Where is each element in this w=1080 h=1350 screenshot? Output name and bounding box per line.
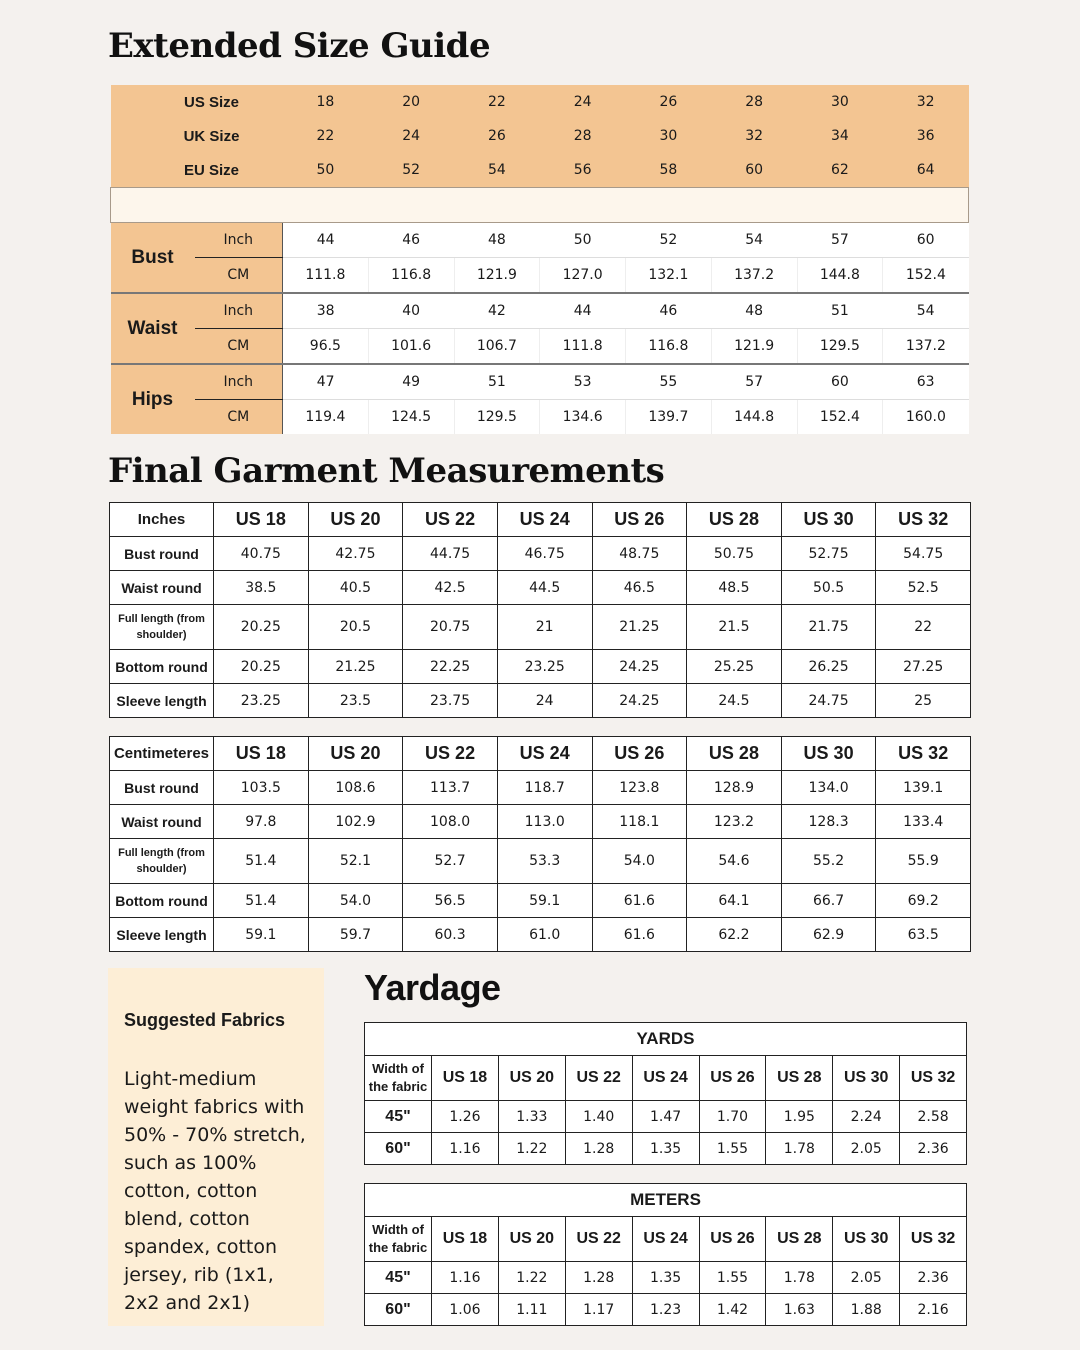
table-cell: 60.3 xyxy=(403,918,498,952)
table-cell: 113.0 xyxy=(497,805,592,839)
table-cell: 38.5 xyxy=(214,571,309,605)
measure-cell: 60 xyxy=(797,364,883,400)
column-header: US 18 xyxy=(214,737,309,771)
table-cell: 22 xyxy=(876,605,971,650)
column-header: US 30 xyxy=(833,1056,900,1101)
table-cell: 62.2 xyxy=(687,918,782,952)
measure-cell: 51 xyxy=(454,364,540,400)
column-header: US 24 xyxy=(632,1217,699,1262)
table-cell: 61.6 xyxy=(592,884,687,918)
measure-cell: 44 xyxy=(283,223,369,258)
column-header: US 30 xyxy=(781,737,876,771)
table-cell: 44.75 xyxy=(403,537,498,571)
size-cell: 52 xyxy=(368,153,454,188)
table-cell: 23.75 xyxy=(403,684,498,718)
measure-cell: 48 xyxy=(711,293,797,329)
fabrics-description: Light-medium weight fabrics with 50% - 70% stretch, such as 100% cotton, cotton blend, cotton spandex, cotton jersey, rib (1x1, 2x2 and 2x1) xyxy=(124,1068,306,1314)
table-row xyxy=(110,805,971,839)
size-cell: 30 xyxy=(626,119,712,153)
table-row xyxy=(365,1133,967,1165)
table-row xyxy=(110,918,971,952)
measure-cell: 119.4 xyxy=(283,400,369,435)
table-cell: 20.75 xyxy=(403,605,498,650)
table-cell: 64.1 xyxy=(687,884,782,918)
measure-cell: 54 xyxy=(711,223,797,258)
table-cell: 108.0 xyxy=(403,805,498,839)
uk-size-row xyxy=(111,119,969,153)
table-cell: 21.25 xyxy=(592,605,687,650)
measure-cell: 50 xyxy=(540,223,626,258)
size-cell: 18 xyxy=(283,85,369,119)
table-cell: 1.11 xyxy=(498,1294,565,1326)
table-cell: 2.05 xyxy=(833,1262,900,1294)
unit-cm: CM xyxy=(195,400,283,435)
us-size-row xyxy=(111,85,969,119)
table-cell: 46.75 xyxy=(497,537,592,571)
table-cell: 1.42 xyxy=(699,1294,766,1326)
measure-cell: 129.5 xyxy=(454,400,540,435)
row-label: 60" xyxy=(365,1133,432,1165)
table-cell: 62.9 xyxy=(781,918,876,952)
table-cell: 1.55 xyxy=(699,1262,766,1294)
table-cell: 2.24 xyxy=(833,1101,900,1133)
measure-cell: 139.7 xyxy=(626,400,712,435)
table-cell: 54.75 xyxy=(876,537,971,571)
table-header-row xyxy=(110,737,971,771)
table-cell: 134.0 xyxy=(781,771,876,805)
measure-cell: 38 xyxy=(283,293,369,329)
meters-caption: METERS xyxy=(365,1184,967,1217)
size-cell: 60 xyxy=(711,153,797,188)
row-label: Full length (from shoulder) xyxy=(110,839,214,884)
table-cell: 1.28 xyxy=(565,1262,632,1294)
table-cell: 118.7 xyxy=(497,771,592,805)
table-cell: 40.75 xyxy=(214,537,309,571)
table-cell: 26.25 xyxy=(781,650,876,684)
table-cell: 21 xyxy=(497,605,592,650)
garment-cm-table xyxy=(109,736,971,952)
table-row xyxy=(110,884,971,918)
table-cell: 97.8 xyxy=(214,805,309,839)
corner-label: Centimeteres xyxy=(110,737,214,771)
size-cell: 54 xyxy=(454,153,540,188)
table-row xyxy=(110,537,971,571)
table-cell: 51.4 xyxy=(214,884,309,918)
table-cell: 24 xyxy=(497,684,592,718)
size-cell: 30 xyxy=(797,85,883,119)
measure-cell: 127.0 xyxy=(540,258,626,294)
table-row xyxy=(110,771,971,805)
table-cell: 59.1 xyxy=(497,884,592,918)
measure-cell: 116.8 xyxy=(368,258,454,294)
table-cell: 2.36 xyxy=(900,1133,967,1165)
measure-cell: 96.5 xyxy=(283,329,369,365)
table-cell: 61.6 xyxy=(592,918,687,952)
table-row xyxy=(365,1294,967,1326)
table-row xyxy=(365,1262,967,1294)
size-cell: 50 xyxy=(283,153,369,188)
measure-cell: 47 xyxy=(283,364,369,400)
table-cell: 24.25 xyxy=(592,650,687,684)
table-cell: 42.5 xyxy=(403,571,498,605)
column-header: US 26 xyxy=(592,503,687,537)
table-cell: 2.05 xyxy=(833,1133,900,1165)
row-label: Bottom round xyxy=(110,650,214,684)
row-label: Waist round xyxy=(110,805,214,839)
row-label: 45" xyxy=(365,1101,432,1133)
measure-cell: 132.1 xyxy=(626,258,712,294)
table-cell: 1.35 xyxy=(632,1133,699,1165)
table-cell: 55.2 xyxy=(781,839,876,884)
table-header-row xyxy=(365,1217,967,1262)
measure-cell: 46 xyxy=(626,293,712,329)
table-cell: 52.75 xyxy=(781,537,876,571)
column-header: US 18 xyxy=(214,503,309,537)
measure-cell: 51 xyxy=(797,293,883,329)
column-header: US 32 xyxy=(876,503,971,537)
size-guide-table xyxy=(110,85,969,434)
table-cell: 1.70 xyxy=(699,1101,766,1133)
measure-cell: 55 xyxy=(626,364,712,400)
table-cell: 52.1 xyxy=(308,839,403,884)
column-header: US 20 xyxy=(308,503,403,537)
unit-inch: Inch xyxy=(195,223,283,258)
column-header: US 22 xyxy=(565,1217,632,1262)
table-cell: 1.95 xyxy=(766,1101,833,1133)
uk-size-label: UK Size xyxy=(111,119,283,153)
column-header: US 20 xyxy=(308,737,403,771)
size-cell: 32 xyxy=(883,85,969,119)
row-label: Bust round xyxy=(110,537,214,571)
table-cell: 66.7 xyxy=(781,884,876,918)
measure-cell: 106.7 xyxy=(454,329,540,365)
table-cell: 21.75 xyxy=(781,605,876,650)
table-header-row xyxy=(110,503,971,537)
measure-cell: 63 xyxy=(883,364,969,400)
measure-cell: 137.2 xyxy=(711,258,797,294)
bust-label: Bust xyxy=(111,223,195,294)
eu-size-label: EU Size xyxy=(111,153,283,188)
size-cell: 28 xyxy=(540,119,626,153)
table-cell: 21.5 xyxy=(687,605,782,650)
table-cell: 63.5 xyxy=(876,918,971,952)
row-label: Bust round xyxy=(110,771,214,805)
table-cell: 59.7 xyxy=(308,918,403,952)
column-header: US 20 xyxy=(498,1056,565,1101)
measure-cell: 48 xyxy=(454,223,540,258)
hips-inch-row xyxy=(111,364,969,400)
table-cell: 1.78 xyxy=(766,1262,833,1294)
table-cell: 128.3 xyxy=(781,805,876,839)
column-header: US 28 xyxy=(766,1056,833,1101)
unit-cm: CM xyxy=(195,329,283,365)
table-row xyxy=(365,1101,967,1133)
table-cell: 25 xyxy=(876,684,971,718)
table-cell: 2.36 xyxy=(900,1262,967,1294)
size-cell: 56 xyxy=(540,153,626,188)
table-row xyxy=(110,605,971,650)
table-cell: 23.25 xyxy=(214,684,309,718)
table-cell: 51.4 xyxy=(214,839,309,884)
table-cell: 24.5 xyxy=(687,684,782,718)
table-cell: 52.7 xyxy=(403,839,498,884)
table-cell: 1.22 xyxy=(498,1262,565,1294)
table-cell: 50.75 xyxy=(687,537,782,571)
hips-cm-row xyxy=(111,400,969,435)
table-cell: 69.2 xyxy=(876,884,971,918)
table-caption-row xyxy=(365,1184,967,1217)
us-size-label: US Size xyxy=(111,85,283,119)
row-label: Sleeve length xyxy=(110,918,214,952)
table-cell: 1.06 xyxy=(432,1294,499,1326)
size-cell: 22 xyxy=(454,85,540,119)
size-cell: 24 xyxy=(540,85,626,119)
table-row xyxy=(110,571,971,605)
table-cell: 20.5 xyxy=(308,605,403,650)
table-cell: 113.7 xyxy=(403,771,498,805)
measure-cell: 49 xyxy=(368,364,454,400)
corner-label: Width of the fabric xyxy=(365,1217,432,1262)
table-row xyxy=(110,839,971,884)
table-cell: 1.40 xyxy=(565,1101,632,1133)
measure-cell: 111.8 xyxy=(283,258,369,294)
table-cell: 1.16 xyxy=(432,1133,499,1165)
unit-inch: Inch xyxy=(195,293,283,329)
table-cell: 1.78 xyxy=(766,1133,833,1165)
measure-cell: 42 xyxy=(454,293,540,329)
table-cell: 1.26 xyxy=(432,1101,499,1133)
table-cell: 1.17 xyxy=(565,1294,632,1326)
garment-inches-table xyxy=(109,502,971,718)
table-cell: 21.25 xyxy=(308,650,403,684)
unit-cm: CM xyxy=(195,258,283,294)
table-cell: 40.5 xyxy=(308,571,403,605)
column-header: US 26 xyxy=(699,1056,766,1101)
table-cell: 1.63 xyxy=(766,1294,833,1326)
column-header: US 20 xyxy=(498,1217,565,1262)
table-cell: 48.75 xyxy=(592,537,687,571)
column-header: US 32 xyxy=(876,737,971,771)
table-cell: 52.5 xyxy=(876,571,971,605)
column-header: US 30 xyxy=(833,1217,900,1262)
corner-label: Width of the fabric xyxy=(365,1056,432,1101)
column-header: US 28 xyxy=(687,737,782,771)
row-label: 45" xyxy=(365,1262,432,1294)
column-header: US 18 xyxy=(432,1056,499,1101)
bust-cm-row xyxy=(111,258,969,294)
table-cell: 23.5 xyxy=(308,684,403,718)
size-cell: 58 xyxy=(626,153,712,188)
measure-cell: 40 xyxy=(368,293,454,329)
table-cell: 44.5 xyxy=(497,571,592,605)
waist-cm-row xyxy=(111,329,969,365)
hips-label: Hips xyxy=(111,364,195,434)
yards-caption: YARDS xyxy=(365,1023,967,1056)
row-label: Sleeve length xyxy=(110,684,214,718)
corner-label: Inches xyxy=(110,503,214,537)
table-cell: 108.6 xyxy=(308,771,403,805)
measure-cell: 44 xyxy=(540,293,626,329)
column-header: US 24 xyxy=(497,503,592,537)
table-cell: 56.5 xyxy=(403,884,498,918)
table-cell: 2.58 xyxy=(900,1101,967,1133)
measure-cell: 160.0 xyxy=(883,400,969,435)
size-cell: 20 xyxy=(368,85,454,119)
column-header: US 24 xyxy=(497,737,592,771)
measure-cell: 134.6 xyxy=(540,400,626,435)
table-cell: 23.25 xyxy=(497,650,592,684)
size-guide-title: Extended Size Guide xyxy=(108,26,491,66)
table-cell: 54.0 xyxy=(308,884,403,918)
measure-cell: 101.6 xyxy=(368,329,454,365)
table-cell: 1.47 xyxy=(632,1101,699,1133)
eu-size-row xyxy=(111,153,969,188)
table-row xyxy=(110,650,971,684)
table-cell: 24.25 xyxy=(592,684,687,718)
column-header: US 26 xyxy=(699,1217,766,1262)
measure-cell: 116.8 xyxy=(626,329,712,365)
size-cell: 22 xyxy=(283,119,369,153)
bust-inch-row xyxy=(111,223,969,258)
size-cell: 28 xyxy=(711,85,797,119)
spacer-row xyxy=(111,188,969,223)
table-cell: 1.88 xyxy=(833,1294,900,1326)
fabrics-title: Suggested Fabrics xyxy=(124,1010,286,1030)
column-header: US 24 xyxy=(632,1056,699,1101)
column-header: US 26 xyxy=(592,737,687,771)
table-cell: 103.5 xyxy=(214,771,309,805)
measure-cell: 144.8 xyxy=(797,258,883,294)
row-label: Full length (from shoulder) xyxy=(110,605,214,650)
measure-cell: 121.9 xyxy=(711,329,797,365)
measure-cell: 137.2 xyxy=(883,329,969,365)
table-cell: 128.9 xyxy=(687,771,782,805)
size-cell: 32 xyxy=(711,119,797,153)
table-cell: 46.5 xyxy=(592,571,687,605)
measure-cell: 124.5 xyxy=(368,400,454,435)
size-cell: 62 xyxy=(797,153,883,188)
table-cell: 42.75 xyxy=(308,537,403,571)
size-cell: 36 xyxy=(883,119,969,153)
garment-title: Final Garment Measurements xyxy=(108,451,665,491)
measure-cell: 57 xyxy=(711,364,797,400)
table-cell: 25.25 xyxy=(687,650,782,684)
waist-label: Waist xyxy=(111,293,195,364)
column-header: US 32 xyxy=(900,1056,967,1101)
yards-table xyxy=(364,1022,967,1165)
table-cell: 20.25 xyxy=(214,650,309,684)
measure-cell: 152.4 xyxy=(797,400,883,435)
table-cell: 54.0 xyxy=(592,839,687,884)
column-header: US 28 xyxy=(766,1217,833,1262)
measure-cell: 57 xyxy=(797,223,883,258)
table-cell: 133.4 xyxy=(876,805,971,839)
row-label: Bottom round xyxy=(110,884,214,918)
table-cell: 1.33 xyxy=(498,1101,565,1133)
meters-table xyxy=(364,1183,967,1326)
table-cell: 139.1 xyxy=(876,771,971,805)
yardage-title: Yardage xyxy=(364,967,501,1008)
table-cell: 59.1 xyxy=(214,918,309,952)
measure-cell: 129.5 xyxy=(797,329,883,365)
column-header: US 22 xyxy=(403,503,498,537)
measure-cell: 111.8 xyxy=(540,329,626,365)
table-cell: 1.22 xyxy=(498,1133,565,1165)
column-header: US 22 xyxy=(403,737,498,771)
table-cell: 24.75 xyxy=(781,684,876,718)
column-header: US 18 xyxy=(432,1217,499,1262)
measure-cell: 52 xyxy=(626,223,712,258)
column-header: US 22 xyxy=(565,1056,632,1101)
size-cell: 26 xyxy=(454,119,540,153)
column-header: US 32 xyxy=(900,1217,967,1262)
waist-inch-row xyxy=(111,293,969,329)
table-cell: 20.25 xyxy=(214,605,309,650)
table-header-row xyxy=(365,1056,967,1101)
measure-cell: 60 xyxy=(883,223,969,258)
table-cell: 55.9 xyxy=(876,839,971,884)
table-caption-row xyxy=(365,1023,967,1056)
size-cell: 64 xyxy=(883,153,969,188)
measure-cell: 121.9 xyxy=(454,258,540,294)
table-cell: 50.5 xyxy=(781,571,876,605)
size-cell: 34 xyxy=(797,119,883,153)
table-cell: 2.16 xyxy=(900,1294,967,1326)
table-cell: 123.2 xyxy=(687,805,782,839)
table-cell: 1.55 xyxy=(699,1133,766,1165)
measure-cell: 152.4 xyxy=(883,258,969,294)
size-cell: 24 xyxy=(368,119,454,153)
table-cell: 61.0 xyxy=(497,918,592,952)
measure-cell: 54 xyxy=(883,293,969,329)
table-cell: 22.25 xyxy=(403,650,498,684)
table-cell: 1.16 xyxy=(432,1262,499,1294)
measure-cell: 53 xyxy=(540,364,626,400)
table-cell: 54.6 xyxy=(687,839,782,884)
table-cell: 1.35 xyxy=(632,1262,699,1294)
size-cell: 26 xyxy=(626,85,712,119)
column-header: US 28 xyxy=(687,503,782,537)
table-row xyxy=(110,684,971,718)
column-header: US 30 xyxy=(781,503,876,537)
table-cell: 27.25 xyxy=(876,650,971,684)
table-cell: 53.3 xyxy=(497,839,592,884)
table-cell: 118.1 xyxy=(592,805,687,839)
suggested-fabrics-panel xyxy=(108,968,324,1326)
table-cell: 48.5 xyxy=(687,571,782,605)
table-cell: 1.23 xyxy=(632,1294,699,1326)
measure-cell: 144.8 xyxy=(711,400,797,435)
row-label: 60" xyxy=(365,1294,432,1326)
row-label: Waist round xyxy=(110,571,214,605)
unit-inch: Inch xyxy=(195,364,283,400)
table-cell: 123.8 xyxy=(592,771,687,805)
table-cell: 1.28 xyxy=(565,1133,632,1165)
measure-cell: 46 xyxy=(368,223,454,258)
table-cell: 102.9 xyxy=(308,805,403,839)
